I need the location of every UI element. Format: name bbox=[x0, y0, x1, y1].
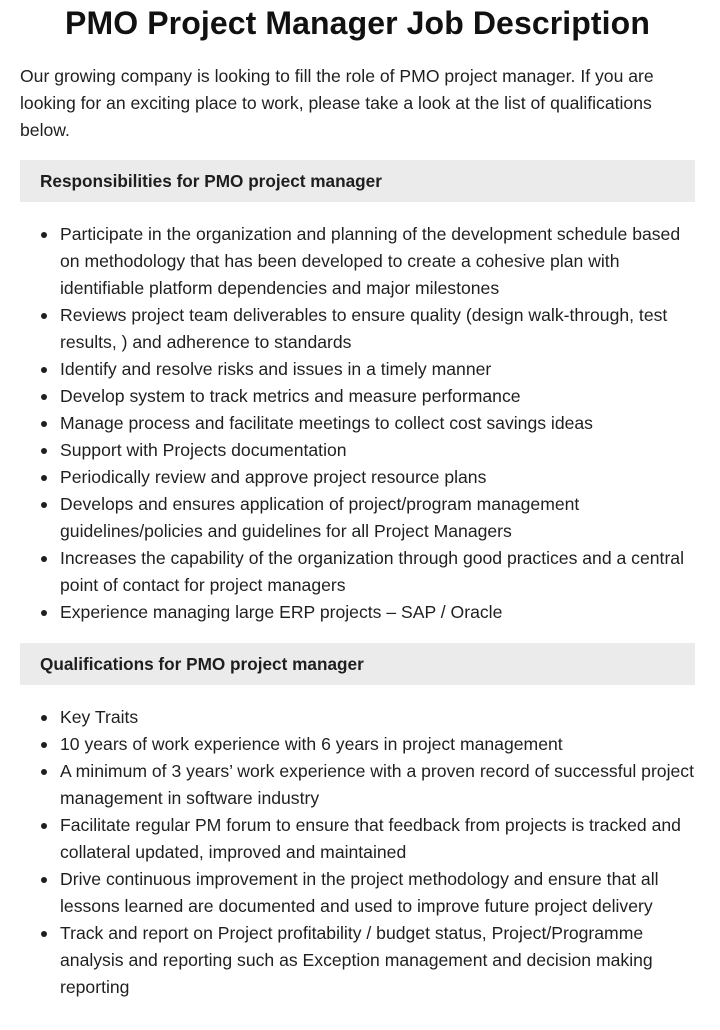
bullet-icon bbox=[41, 769, 47, 775]
list-item bbox=[60, 920, 695, 1001]
list-item-text: Develops and ensures application of project/program management guidelines/policies and guidelines for all Project Managers bbox=[60, 494, 580, 541]
list-item bbox=[60, 410, 695, 437]
list-item-text: A minimum of 3 years’ work experience with a proven record of successful project management in software industry bbox=[60, 761, 694, 808]
list-item-text: Facilitate regular PM forum to ensure that feedback from projects is tracked and collateral updated, improved and maintained bbox=[60, 815, 681, 862]
responsibilities-heading: Responsibilities for PMO project manager bbox=[20, 160, 695, 202]
list-item-text: Experience managing large ERP projects – SAP / Oracle bbox=[60, 602, 503, 622]
list-item-text: Track and report on Project profitability / budget status, Project/Programme analysis and reporting such as Exception management and decision making reporting bbox=[60, 923, 653, 997]
qualifications-list bbox=[20, 704, 695, 1001]
list-item bbox=[60, 464, 695, 491]
list-item-text: Key Traits bbox=[60, 707, 139, 727]
list-item bbox=[60, 383, 695, 410]
qualifications-heading: Qualifications for PMO project manager bbox=[20, 643, 695, 685]
list-item-text: Reviews project team deliverables to ensure quality (design walk-through, test results, ) and adherence to standards bbox=[60, 305, 668, 352]
bullet-icon bbox=[41, 448, 47, 454]
list-item-text: Increases the capability of the organization through good practices and a central point of contact for project managers bbox=[60, 548, 684, 595]
bullet-icon bbox=[41, 475, 47, 481]
list-item-text: Identify and resolve risks and issues in a timely manner bbox=[60, 359, 492, 379]
bullet-icon bbox=[41, 502, 47, 508]
list-item bbox=[60, 866, 695, 920]
list-item-text: Manage process and facilitate meetings to collect cost savings ideas bbox=[60, 413, 593, 433]
intro-paragraph: Our growing company is looking to fill the role of PMO project manager. If you are looking for an exciting place to work, please take a look at the list of qualifications below. bbox=[20, 66, 654, 140]
list-item-text: Drive continuous improvement in the project methodology and ensure that all lessons learned are documented and used to improve future project delivery bbox=[60, 869, 659, 916]
list-item bbox=[60, 599, 695, 626]
list-item bbox=[60, 731, 695, 758]
list-item bbox=[60, 758, 695, 812]
bullet-icon bbox=[41, 556, 47, 562]
bullet-icon bbox=[41, 232, 47, 238]
list-item bbox=[60, 302, 695, 356]
list-item-text: Participate in the organization and planning of the development schedule based on methodology that has been developed to create a cohesive plan with identifiable platform dependencies and major milestones bbox=[60, 224, 681, 298]
bullet-icon bbox=[41, 877, 47, 883]
list-item bbox=[60, 437, 695, 464]
list-item bbox=[60, 812, 695, 866]
bullet-icon bbox=[41, 742, 47, 748]
bullet-icon bbox=[41, 394, 47, 400]
list-item-text: Periodically review and approve project resource plans bbox=[60, 467, 487, 487]
list-item-text: Support with Projects documentation bbox=[60, 440, 347, 460]
list-item bbox=[60, 356, 695, 383]
bullet-icon bbox=[41, 610, 47, 616]
list-item bbox=[60, 545, 695, 599]
bullet-icon bbox=[41, 367, 47, 373]
list-item bbox=[60, 704, 695, 731]
list-item bbox=[60, 491, 695, 545]
bullet-icon bbox=[41, 715, 47, 721]
page-title: PMO Project Manager Job Description bbox=[65, 5, 650, 41]
bullet-icon bbox=[41, 823, 47, 829]
bullet-icon bbox=[41, 421, 47, 427]
bullet-icon bbox=[41, 931, 47, 937]
bullet-icon bbox=[41, 313, 47, 319]
list-item-text: 10 years of work experience with 6 years in project management bbox=[60, 734, 563, 754]
list-item-text: Develop system to track metrics and measure performance bbox=[60, 386, 521, 406]
list-item bbox=[60, 221, 695, 302]
responsibilities-list bbox=[20, 221, 695, 626]
